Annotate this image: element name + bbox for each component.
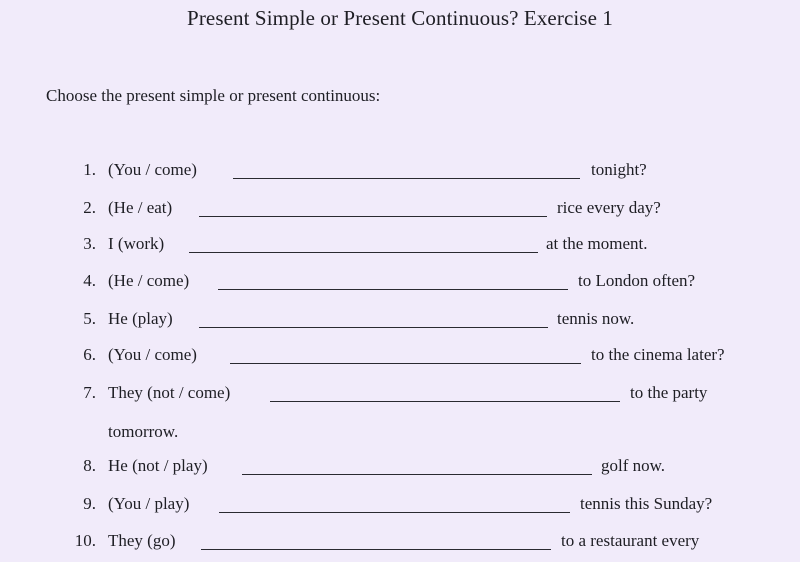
item-prompt: (You / come) <box>108 345 197 364</box>
exercise-item-5 <box>0 309 800 333</box>
item-ending: tonight? <box>591 160 647 179</box>
exercise-item-8 <box>0 456 800 480</box>
item-prompt: They (not / come) <box>108 383 231 402</box>
exercise-item-2 <box>0 198 800 222</box>
exercise-item-9 <box>0 494 800 518</box>
item-ending: to the party <box>630 383 708 402</box>
page-title: Present Simple or Present Continuous? Exercise 1 <box>187 6 613 30</box>
item-number: 10. <box>74 531 96 550</box>
instruction-text: Choose the present simple or present continuous: <box>46 86 381 105</box>
item-number: 4. <box>83 271 96 290</box>
item-prompt: (You / play) <box>108 494 190 513</box>
item-number: 8. <box>83 456 96 475</box>
item-number: 2. <box>83 198 96 217</box>
exercise-item-7 <box>0 383 800 407</box>
answer-blank[interactable] <box>189 252 538 253</box>
item-prompt: I (work) <box>108 234 165 253</box>
item-ending: to a restaurant every <box>561 531 700 550</box>
item-ending: rice every day? <box>557 198 661 217</box>
item-prompt: He (not / play) <box>108 456 208 475</box>
answer-blank[interactable] <box>242 474 592 475</box>
item-number: 5. <box>83 309 96 328</box>
item-prompt: He (play) <box>108 309 173 328</box>
item-number: 3. <box>83 234 96 253</box>
item-ending: tennis this Sunday? <box>580 494 713 513</box>
answer-blank[interactable] <box>230 363 581 364</box>
item-number: 1. <box>83 160 96 179</box>
exercise-item-3 <box>0 234 800 258</box>
item-number: 7. <box>83 383 96 402</box>
exercise-item-6 <box>0 345 800 369</box>
answer-blank[interactable] <box>219 512 570 513</box>
exercise-item-10 <box>0 531 800 555</box>
item-number: 6. <box>83 345 96 364</box>
answer-blank[interactable] <box>199 327 548 328</box>
item-continuation: tomorrow. <box>108 422 179 441</box>
item-ending: at the moment. <box>546 234 648 253</box>
item-ending: golf now. <box>601 456 666 475</box>
exercise-item-1 <box>0 160 800 184</box>
answer-blank[interactable] <box>218 289 568 290</box>
item-prompt: They (go) <box>108 531 176 550</box>
item-ending: tennis now. <box>557 309 635 328</box>
item-ending: to London often? <box>578 271 696 290</box>
exercise-item-4 <box>0 271 800 295</box>
item-ending: to the cinema later? <box>591 345 725 364</box>
answer-blank[interactable] <box>270 401 620 402</box>
answer-blank[interactable] <box>201 549 551 550</box>
item-number: 9. <box>83 494 96 513</box>
item-prompt: (He / come) <box>108 271 190 290</box>
answer-blank[interactable] <box>199 216 547 217</box>
item-prompt: (You / come) <box>108 160 197 179</box>
answer-blank[interactable] <box>233 178 580 179</box>
item-prompt: (He / eat) <box>108 198 173 217</box>
